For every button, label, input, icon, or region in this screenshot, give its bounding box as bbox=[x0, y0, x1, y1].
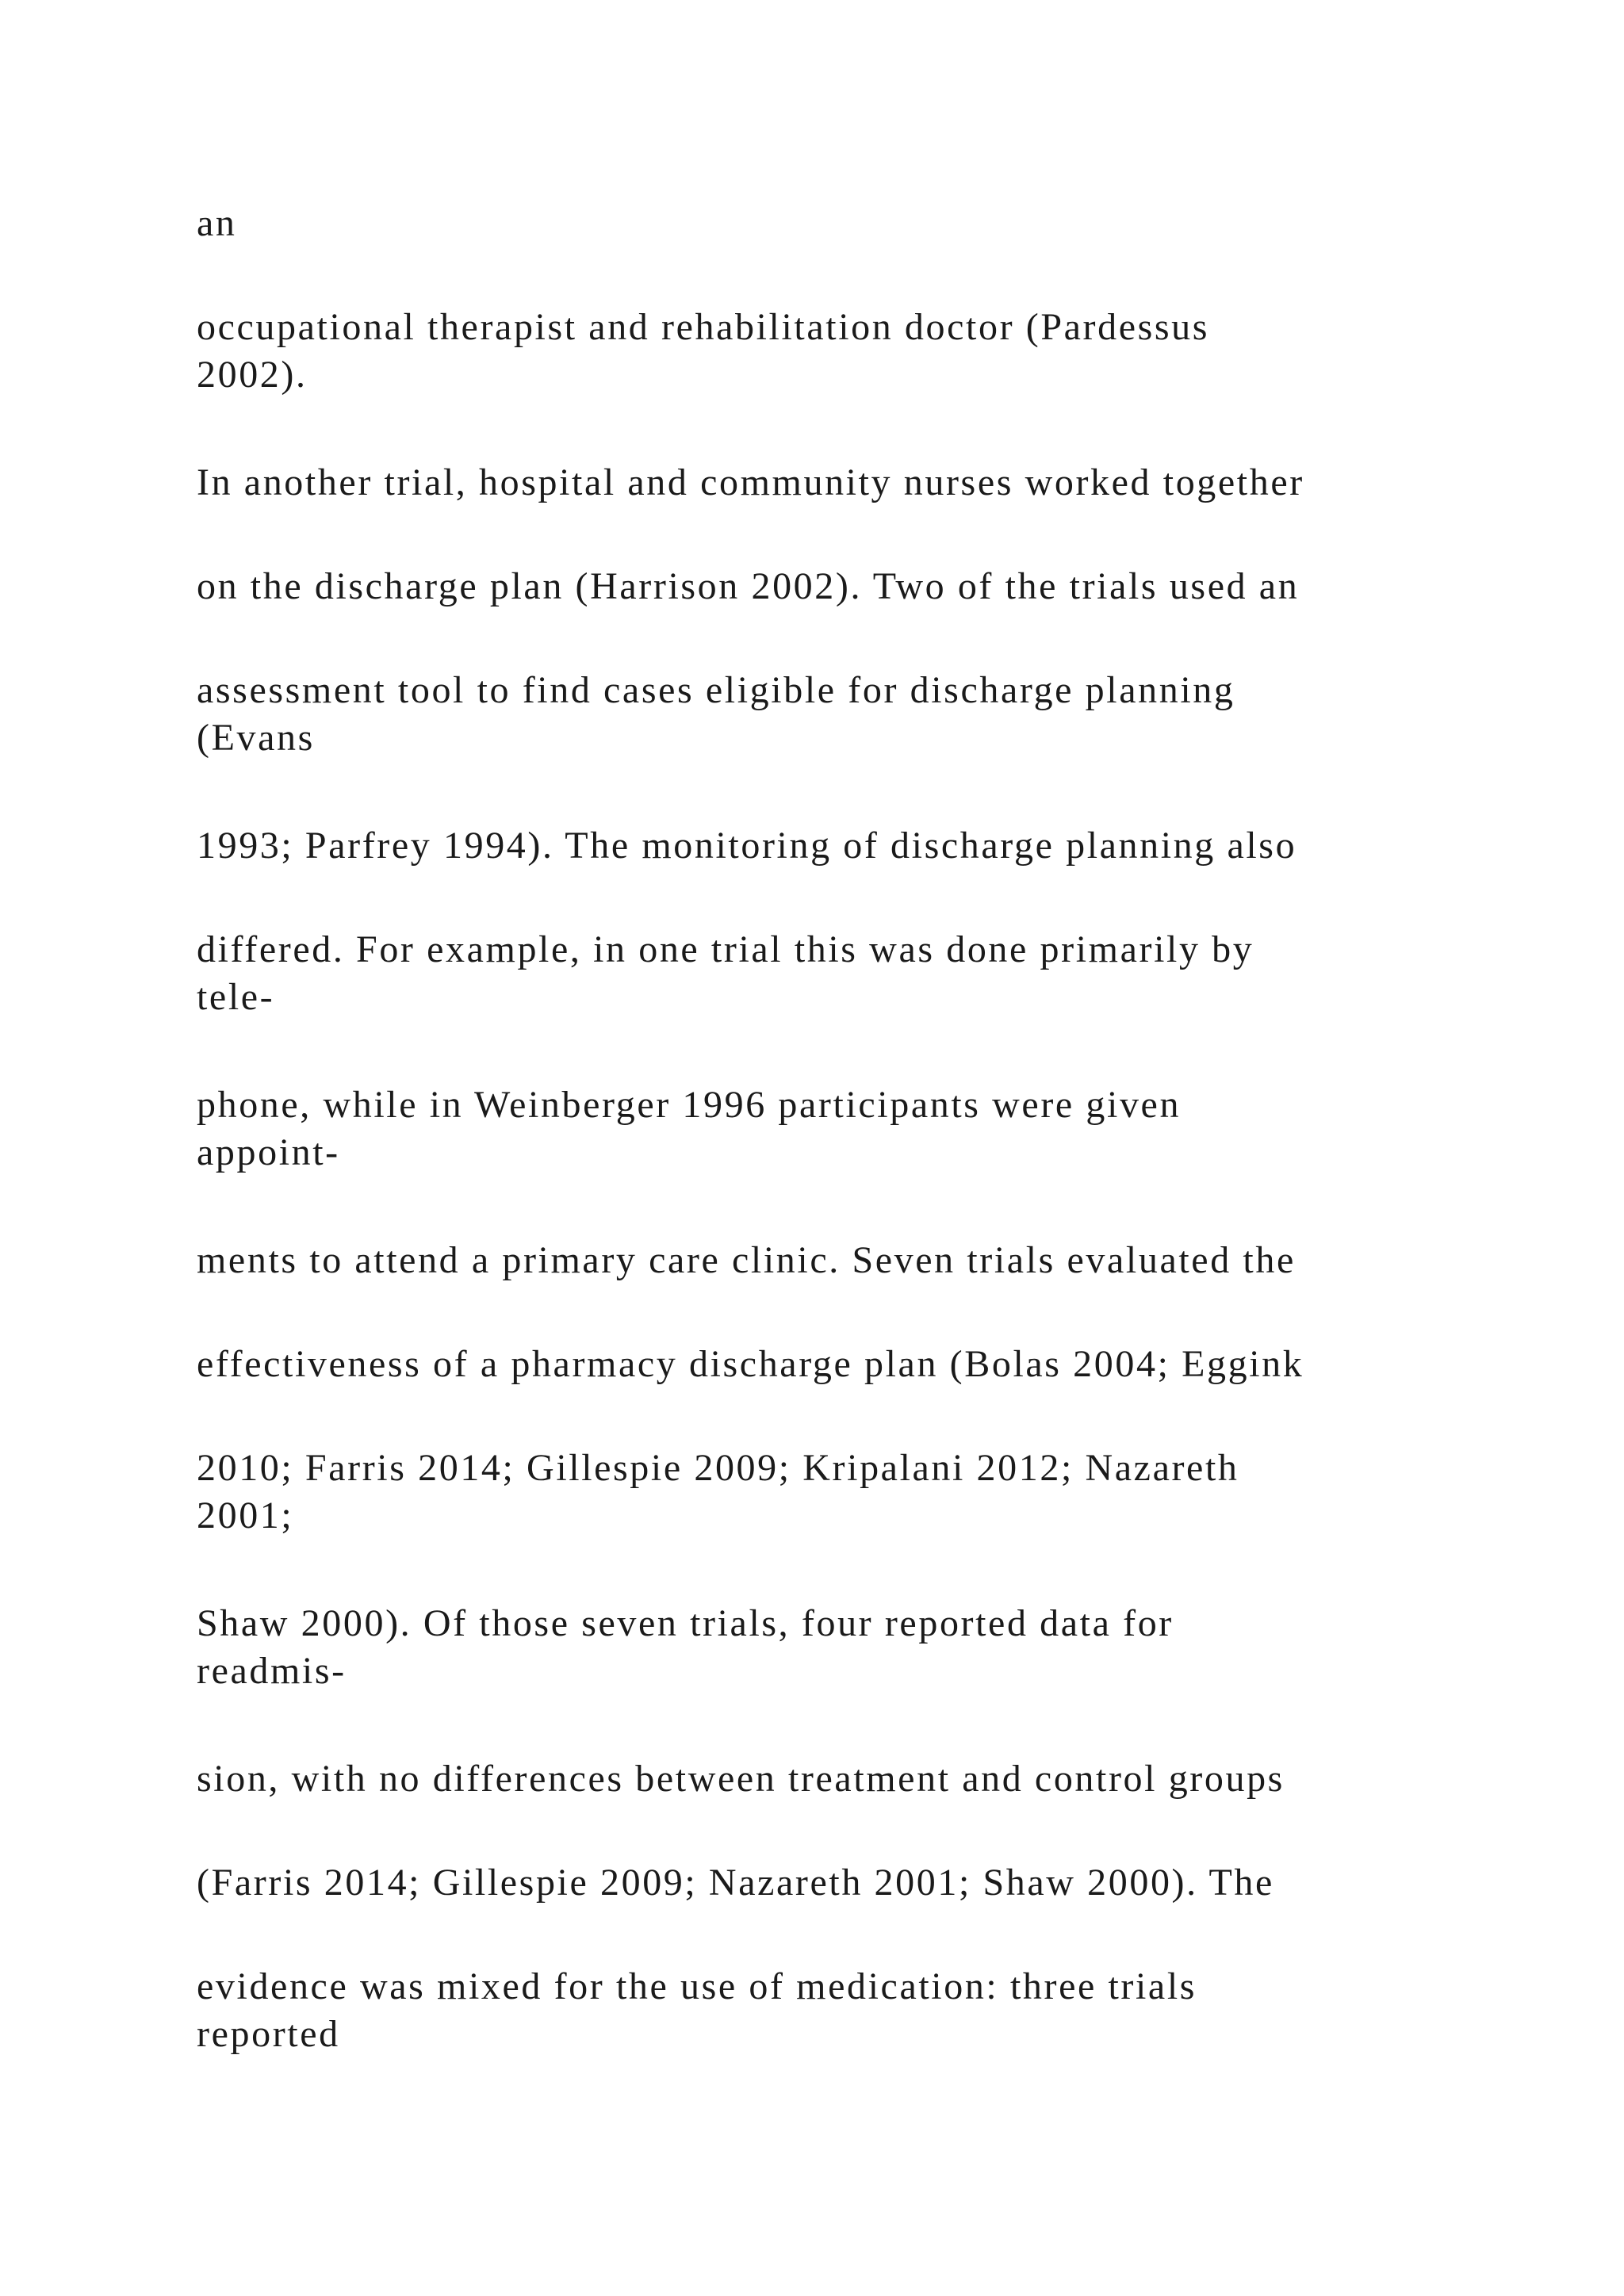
text-line: on the discharge plan (Harrison 2002). Two of the trials used an bbox=[197, 565, 1300, 607]
text-line: 2001; bbox=[197, 1494, 294, 1536]
text-line: Shaw 2000). Of those seven trials, four reported data for bbox=[197, 1602, 1174, 1644]
text-line: 2002). bbox=[197, 354, 308, 396]
text-line: differed. For example, in one trial this was done primarily by bbox=[197, 928, 1254, 970]
text-line: (Farris 2014; Gillespie 2009; Nazareth 2001; Shaw 2000). The bbox=[197, 1862, 1274, 1904]
text-line: assessment tool to find cases eligible for discharge planning bbox=[197, 669, 1235, 711]
paragraph bbox=[197, 667, 1465, 762]
text-line: an bbox=[197, 202, 237, 244]
text-line: reported bbox=[197, 2013, 340, 2055]
paragraph bbox=[197, 926, 1465, 1021]
text-line: evidence was mixed for the use of medication: three trials bbox=[197, 1965, 1197, 2007]
paragraph bbox=[197, 822, 1465, 870]
text-line: readmis- bbox=[197, 1650, 347, 1692]
paragraph bbox=[197, 1963, 1465, 2058]
paragraph bbox=[197, 1859, 1465, 1907]
paragraph bbox=[197, 1755, 1465, 1803]
paragraph bbox=[197, 1600, 1465, 1695]
text-line: 2010; Farris 2014; Gillespie 2009; Kripalani 2012; Nazareth bbox=[197, 1447, 1239, 1489]
text-line: occupational therapist and rehabilitation doctor (Pardessus bbox=[197, 306, 1210, 348]
text-line: 1993; Parfrey 1994). The monitoring of discharge planning also bbox=[197, 825, 1297, 867]
text-line: effectiveness of a pharmacy discharge plan (Bolas 2004; Eggink bbox=[197, 1343, 1304, 1385]
text-line: (Evans bbox=[197, 717, 315, 759]
paragraph bbox=[197, 304, 1465, 399]
paragraph bbox=[197, 1445, 1465, 1540]
paragraph bbox=[197, 563, 1465, 610]
paragraph bbox=[197, 459, 1465, 507]
text-line: tele- bbox=[197, 976, 275, 1018]
text-line: In another trial, hospital and community nurses worked together bbox=[197, 461, 1304, 503]
paragraph bbox=[197, 1081, 1465, 1177]
text-line: appoint- bbox=[197, 1131, 340, 1173]
text-line: phone, while in Weinberger 1996 participants were given bbox=[197, 1084, 1182, 1126]
text-line: ments to attend a primary care clinic. Seven trials evaluated the bbox=[197, 1239, 1296, 1281]
paragraph bbox=[197, 200, 1465, 247]
paragraph bbox=[197, 1237, 1465, 1284]
paragraph bbox=[197, 1341, 1465, 1388]
text-line: sion, with no differences between treatment and control groups bbox=[197, 1758, 1285, 1800]
